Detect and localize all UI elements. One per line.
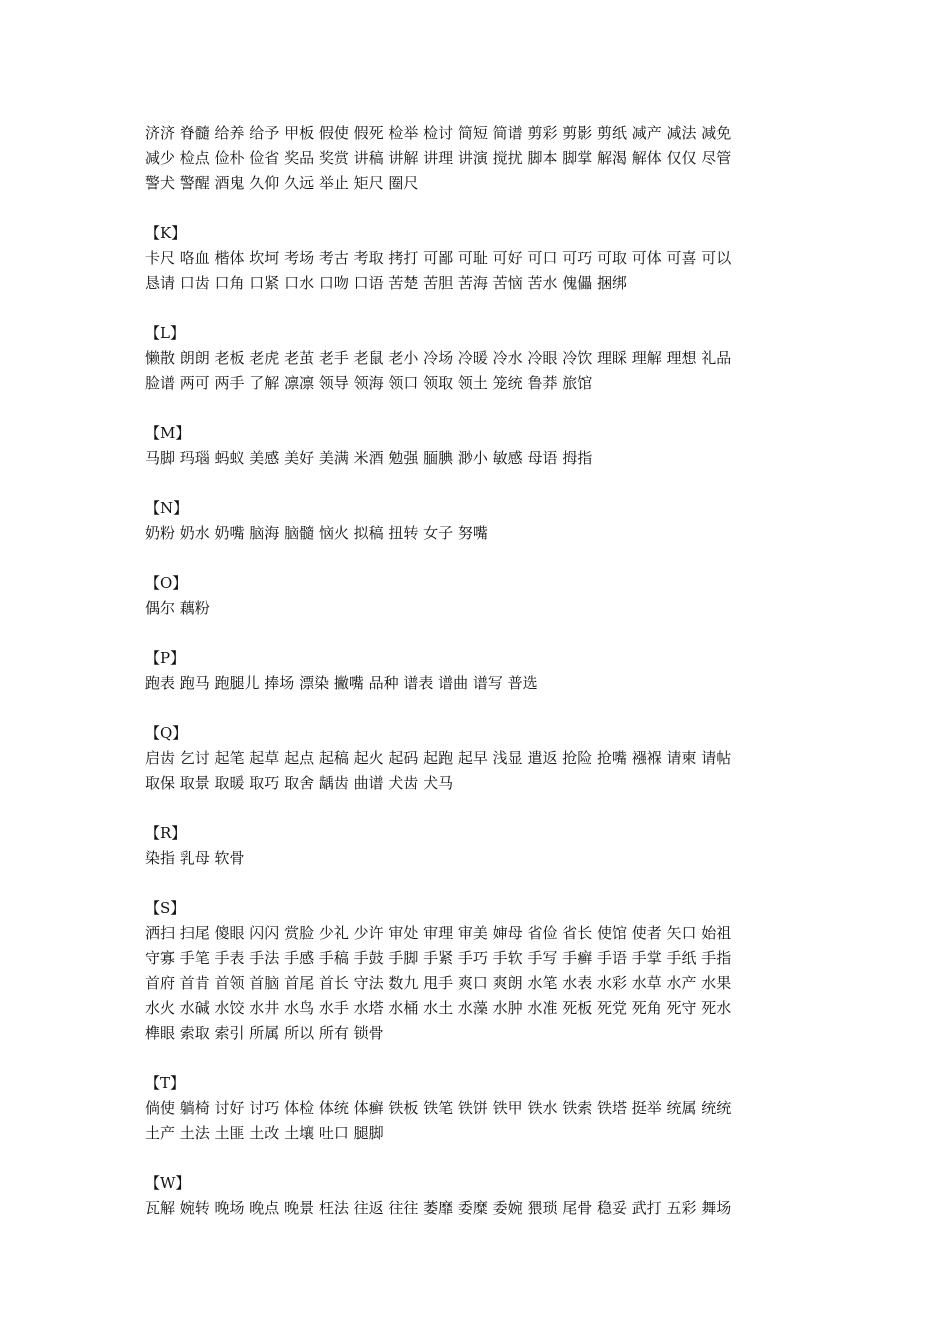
word-line: 首府 首肯 首领 首脑 首尾 首长 守法 数九 甩手 爽口 爽朗 水笔 水表 水彩 水草 水产 水果	[145, 974, 732, 992]
section-heading: 【T】	[145, 1074, 186, 1092]
word-line: 卡尺 咯血 楷体 坎坷 考场 考古 考取 拷打 可鄙 可耻 可好 可口 可巧 可取 可体 可喜 可以	[145, 249, 732, 267]
word-line: 守寡 手笔 手表 手法 手感 手稿 手鼓 手脚 手紧 手巧 手软 手写 手癣 手语 手掌 手纸 手指	[145, 949, 732, 967]
word-line: 启齿 乞讨 起笔 起草 起点 起稿 起火 起码 起跑 起早 浅显 遣返 抢险 抢嘴 襁褓 请柬 请帖	[145, 749, 732, 767]
section-heading: 【K】	[145, 224, 187, 242]
word-line: 警犬 警醒 酒鬼 久仰 久远 举止 矩尺 圈尺	[145, 174, 419, 192]
section-heading: 【S】	[145, 899, 186, 917]
section-l	[145, 321, 805, 396]
section-heading: 【Q】	[145, 724, 188, 742]
section-o	[145, 571, 805, 621]
word-list-document	[145, 121, 805, 1221]
section-heading: 【P】	[145, 649, 186, 667]
word-line: 染指 乳母 软骨	[145, 849, 245, 867]
section-heading: 【M】	[145, 424, 191, 442]
section-m	[145, 421, 805, 471]
word-line: 脸谱 两可 两手 了解 凛凛 领导 领海 领口 领取 领土 笼统 鲁莽 旅馆	[145, 374, 593, 392]
word-line: 榫眼 索取 索引 所属 所以 所有 锁骨	[145, 1024, 384, 1042]
section-s	[145, 896, 805, 1046]
word-line: 偶尔 藕粉	[145, 599, 210, 617]
section-t	[145, 1071, 805, 1146]
section-heading: 【W】	[145, 1174, 191, 1192]
word-line: 跑表 跑马 跑腿儿 捧场 漂染 撇嘴 品种 谱表 谱曲 谱写 普选	[145, 674, 538, 692]
section-w	[145, 1171, 805, 1221]
word-line: 济济 脊髓 给养 给予 甲板 假使 假死 检举 检讨 简短 简谱 剪彩 剪影 剪纸 减产 减法 减免	[145, 124, 732, 142]
word-line: 倘使 躺椅 讨好 讨巧 体检 体统 体癣 铁板 铁笔 铁饼 铁甲 铁水 铁索 铁塔 挺举 统属 统统	[145, 1099, 732, 1117]
section-j-continued	[145, 121, 805, 196]
section-k	[145, 221, 805, 296]
word-line: 懒散 朗朗 老板 老虎 老茧 老手 老鼠 老小 冷场 冷暖 冷水 冷眼 冷饮 理睬 理解 理想 礼品	[145, 349, 732, 367]
section-q	[145, 721, 805, 796]
section-heading: 【N】	[145, 499, 189, 517]
word-line: 水火 水碱 水饺 水井 水鸟 水手 水塔 水桶 水土 水藻 水肿 水准 死板 死党 死角 死守 死水	[145, 999, 732, 1017]
word-line: 奶粉 奶水 奶嘴 脑海 脑髓 恼火 拟稿 扭转 女子 努嘴	[145, 524, 488, 542]
section-r	[145, 821, 805, 871]
word-line: 洒扫 扫尾 傻眼 闪闪 赏脸 少礼 少许 审处 审理 审美 婶母 省俭 省长 使馆 使者 矢口 始祖	[145, 924, 732, 942]
section-heading: 【L】	[145, 324, 185, 342]
word-line: 取保 取景 取暖 取巧 取舍 龋齿 曲谱 犬齿 犬马	[145, 774, 454, 792]
section-n	[145, 496, 805, 546]
word-line: 减少 检点 俭朴 俭省 奖品 奖赏 讲稿 讲解 讲理 讲演 搅扰 脚本 脚掌 解渴 解体 仅仅 尽管	[145, 149, 732, 167]
word-line: 瓦解 婉转 晚场 晚点 晚景 枉法 往返 往往 萎靡 委糜 委婉 猥琐 尾骨 稳妥 武打 五彩 舞场	[145, 1199, 732, 1217]
section-p	[145, 646, 805, 696]
word-line: 土产 土法 土匪 土改 土壤 吐口 腿脚	[145, 1124, 384, 1142]
word-line: 马脚 玛瑙 蚂蚁 美感 美好 美满 米酒 勉强 腼腆 渺小 敏感 母语 拇指	[145, 449, 593, 467]
section-heading: 【R】	[145, 824, 187, 842]
word-line: 恳请 口齿 口角 口紧 口水 口吻 口语 苦楚 苦胆 苦海 苦恼 苦水 傀儡 捆绑	[145, 274, 627, 292]
section-heading: 【O】	[145, 574, 188, 592]
